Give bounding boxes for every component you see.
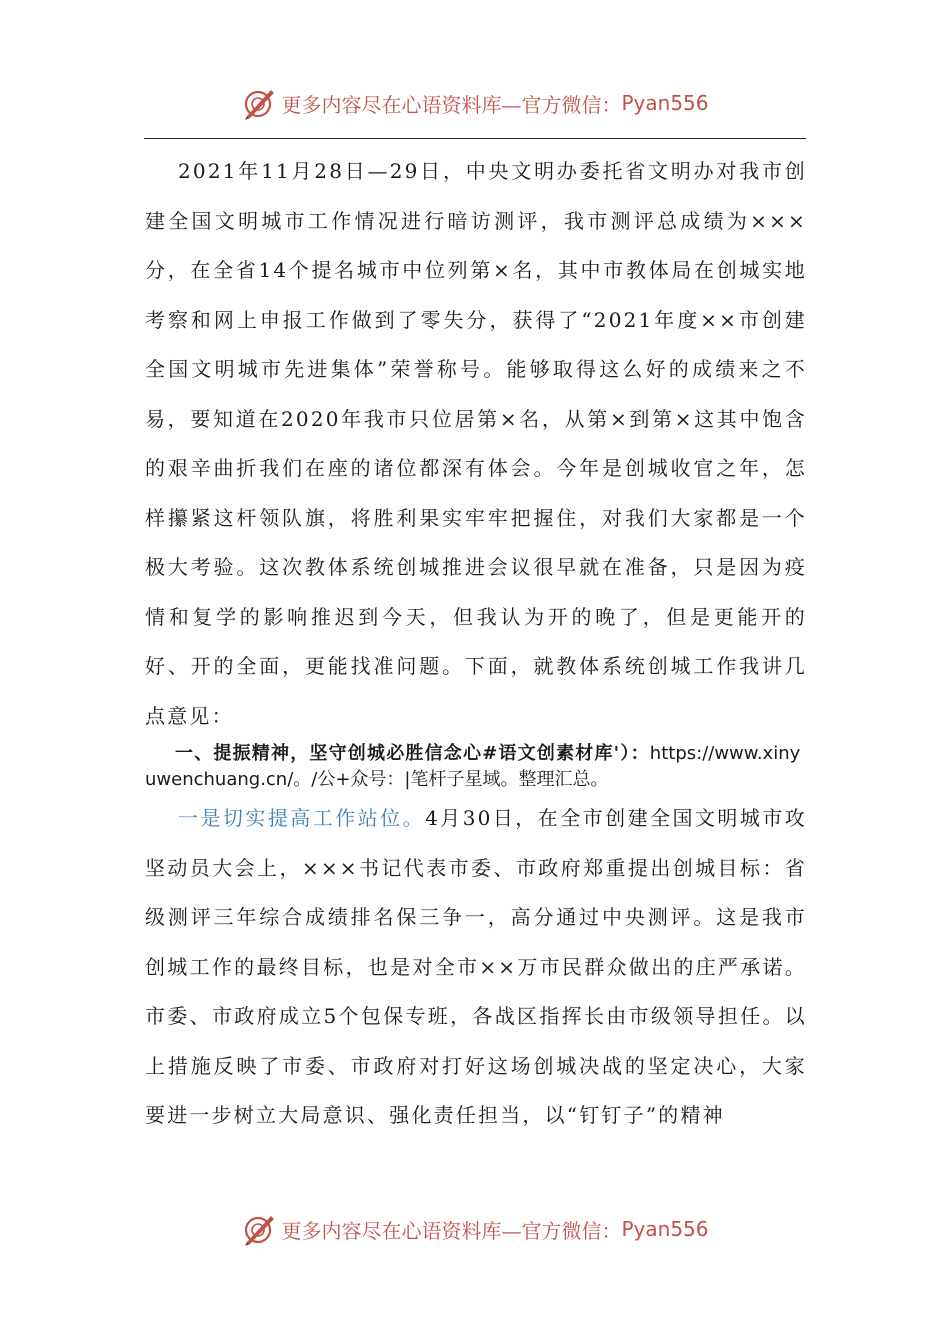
paragraph-point-1 xyxy=(145,794,807,1141)
footer-wechat-id: Pyan556 xyxy=(621,1217,709,1241)
footer-banner xyxy=(0,1207,950,1251)
header-banner xyxy=(0,81,950,125)
point-1-body: 4月30日，在全市创建全国文明城市攻坚动员大会上，×××书记代表市委、市政府郑重提出创城目标：省级测评三年综合成绩排名保三争一，高分通过中央测评。这是我市创城工作的最终目标，也是对全市××万市民群众做出的庄严承诺。市委、市政府成立5个包保专班，各战区指挥长由市级领导担任。以上措施反映了市委、市政府对打好这场创城决战的坚定决心，大家要进一步树立大局意识、强化责任担当，以“钉钉子”的精神 xyxy=(145,806,807,1127)
pen-circle-icon xyxy=(241,85,277,121)
paragraph-intro: 2021年11月28日—29日，中央文明办委托省文明办对我市创建全国文明城市工作情况进行暗访测评，我市测评总成绩为×××分，在全省14个提名城市中位列第×名，其中市教体局在创城实地考察和网上申报工作做到了零失分，获得了“2021年度××市创建全国文明城市先进集体”荣誉称号。能够取得这么好的成绩来之不易，要知道在2020年我市只位居第×名，从第×到第×这其中饱含的艰辛曲折我们在座的诸位都深有体会。今年是创城收官之年，怎样攥紧这杆领队旗，将胜利果实牢牢把握住，对我们大家都是一个极大考验。这次教体系统创城推进会议很早就在准备，只是因为疫情和复学的影响推迟到今天，但我认为开的晚了，但是更能开的好、开的全面，更能找准问题。下面，就教体系统创城工作我讲几点意见： xyxy=(145,159,807,728)
header-wechat-id: Pyan556 xyxy=(621,91,709,115)
footer-banner-text: 更多内容尽在心语资料库—官方微信： xyxy=(281,1218,622,1243)
section-heading-1 xyxy=(145,741,807,793)
section-heading-1-text: 一、提振精神，坚守创城必胜信念心#语文创素材库'）： xyxy=(175,743,650,764)
header-banner-text: 更多内容尽在心语资料库—官方微信： xyxy=(281,92,622,117)
header-divider xyxy=(144,138,806,139)
pen-circle-icon xyxy=(241,1211,277,1247)
watermark-url-text: https://www.xinyuwenchuang.cn/。/公+众号：|笔杆子星域。整理汇总。 xyxy=(145,743,801,790)
point-1-lead: 一是切实提高工作站位。 xyxy=(178,806,426,830)
